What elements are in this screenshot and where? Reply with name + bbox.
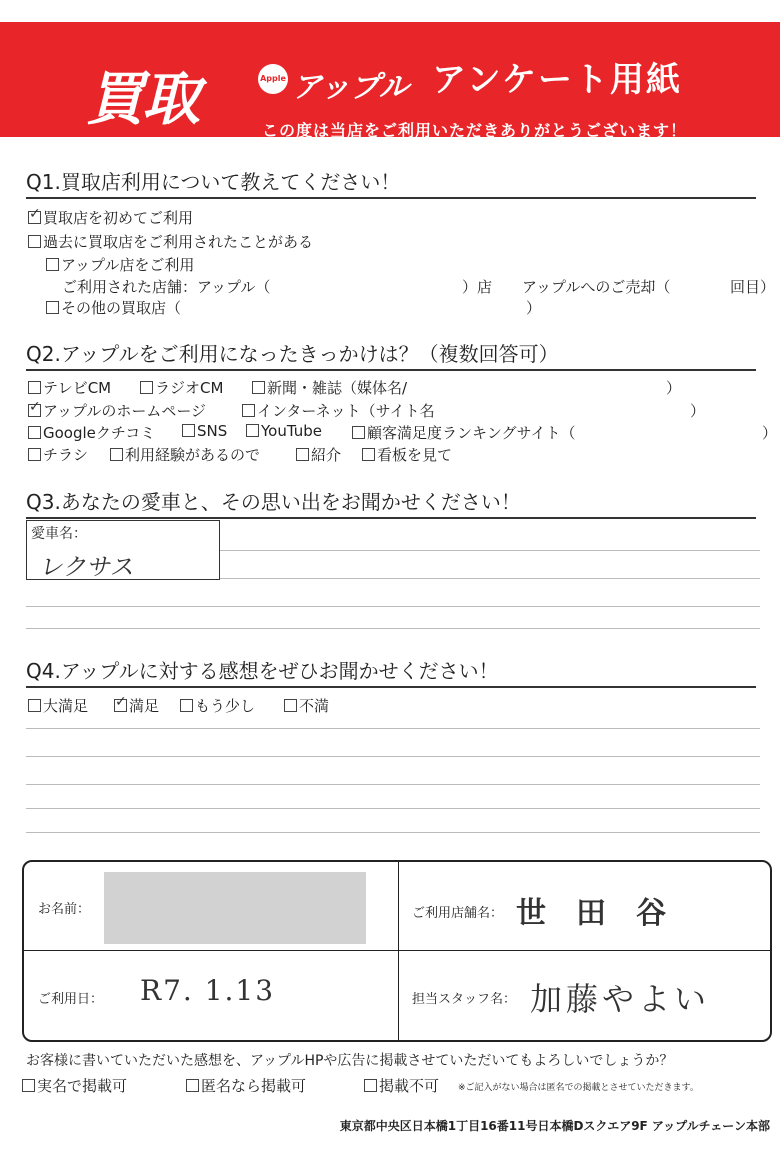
name-redaction — [104, 872, 366, 944]
q2-signboard-option[interactable]: 看板を見て — [362, 444, 452, 465]
check-icon: ✓ — [115, 694, 127, 710]
q4-bit-more-option[interactable]: もう少し — [180, 695, 255, 716]
checkbox[interactable] — [28, 699, 41, 712]
staff-label: 担当スタッフ名： — [412, 992, 517, 1007]
q3-line-2 — [220, 578, 760, 579]
checkbox[interactable] — [182, 424, 195, 437]
q2-experience-option[interactable]: 利用経験があるので — [110, 444, 260, 465]
apple-logo-icon: Apple — [258, 64, 288, 94]
consent-real-name-option[interactable]: 実名で掲載可 — [22, 1075, 127, 1096]
q4-heading: Q4.アップルに対する感想をぜひお聞かせください！ — [26, 655, 756, 688]
consent-note: ※ご記入がない場合は匿名での掲載とさせていただきます。 — [458, 1083, 699, 1093]
page-title: アンケート用紙 — [432, 60, 682, 100]
q2-youtube-option[interactable]: YouTube — [246, 422, 322, 440]
q4-line-3 — [26, 784, 760, 785]
info-divider-h — [24, 950, 770, 951]
car-name-box[interactable] — [26, 520, 220, 580]
q2-ranking-option[interactable]: 顧客満足度ランキングサイト（ — [352, 422, 576, 443]
q1-first-option[interactable]: ✓ 買取店を初めてご利用 — [29, 206, 194, 227]
checkbox[interactable] — [28, 426, 41, 439]
q1-sale-count-label: アップルへのご売却（ — [522, 278, 671, 296]
q2-referral-option[interactable]: 紹介 — [296, 444, 341, 465]
q2-news-close: ） — [666, 379, 682, 397]
checkbox-checked[interactable] — [28, 399, 41, 417]
q4-line-4 — [26, 808, 760, 809]
checkbox[interactable] — [352, 426, 365, 439]
q3-line-4 — [26, 628, 760, 629]
q1-store-suffix: ）店 — [462, 278, 493, 296]
header-banner — [0, 22, 780, 140]
checkbox[interactable] — [46, 301, 59, 314]
checkbox[interactable] — [284, 699, 297, 712]
q2-flyer-option[interactable]: チラシ — [28, 444, 88, 465]
q1-heading: Q1.買取店利用について教えてください！ — [26, 166, 756, 199]
q3-line-3 — [26, 606, 760, 607]
car-name-value: レクサス — [38, 553, 138, 581]
q2-homepage-option[interactable]: ✓ アップルのホームページ — [29, 399, 207, 420]
checkbox[interactable] — [242, 404, 255, 417]
footer-address: 東京都中央区日本橋1丁目16番11号日本橋Dスクエア9F アップルチェーン本部 — [339, 1119, 770, 1133]
car-name-label: 愛車名： — [31, 526, 87, 542]
checkbox[interactable] — [110, 448, 123, 461]
q2-ranking-close: ） — [762, 424, 778, 442]
check-icon: ✓ — [29, 399, 41, 415]
info-divider-v — [398, 862, 399, 1040]
store-label: ご利用店舗名： — [412, 906, 504, 921]
checkbox[interactable] — [46, 258, 59, 271]
q4-dissatisfied-option[interactable]: 不満 — [284, 695, 329, 716]
consent-anonymous-option[interactable]: 匿名なら掲載可 — [186, 1075, 306, 1096]
checkbox[interactable] — [362, 448, 375, 461]
checkbox-checked[interactable] — [28, 206, 41, 224]
q2-sns-option[interactable]: SNS — [182, 422, 227, 440]
date-label: ご利用日： — [38, 992, 104, 1007]
checkbox[interactable] — [246, 424, 259, 437]
checkbox[interactable] — [296, 448, 309, 461]
q1-other-close: ） — [526, 299, 542, 317]
checkbox[interactable] — [28, 235, 41, 248]
q4-satisfied-option[interactable]: ✓ 満足 — [115, 694, 160, 715]
q2-tv-option[interactable]: テレビCM — [28, 377, 111, 398]
q2-heading: Q2.アップルをご利用になったきっかけは？（複数回答可） — [26, 338, 756, 371]
q2-news-option[interactable]: 新聞・雑誌（媒体名/ — [252, 377, 407, 398]
q1-store-label: ご利用された店舗：アップル（ — [62, 278, 271, 296]
q2-internet-option[interactable]: インターネット（サイト名 — [242, 400, 435, 421]
q3-line-1 — [220, 550, 760, 551]
brand-kaitori: 買取 — [86, 65, 199, 133]
checkbox[interactable] — [252, 381, 265, 394]
q4-line-1 — [26, 728, 760, 729]
q4-line-5 — [26, 832, 760, 833]
name-label: お名前： — [38, 902, 91, 917]
checkbox-checked[interactable] — [114, 694, 127, 712]
q1-times-label: 回目） — [730, 278, 776, 296]
checkbox[interactable] — [140, 381, 153, 394]
checkbox[interactable] — [22, 1079, 35, 1092]
date-value: R7. 1.13 — [140, 974, 276, 1007]
checkbox[interactable] — [28, 381, 41, 394]
q1-other-option[interactable]: その他の買取店（ — [46, 297, 181, 318]
q3-heading: Q3.あなたの愛車と、その思い出をお聞かせください！ — [26, 486, 756, 519]
checkbox[interactable] — [364, 1079, 377, 1092]
consent-question: お客様に書いていただいた感想を、アップルHPや広告に掲載させていただいてもよろしいでしょうか？ — [26, 1053, 674, 1069]
consent-no-option[interactable]: 掲載不可 — [364, 1075, 439, 1096]
q4-very-satisfied-option[interactable]: 大満足 — [28, 695, 88, 716]
q2-radio-option[interactable]: ラジオCM — [140, 377, 223, 398]
checkbox[interactable] — [186, 1079, 199, 1092]
q4-line-2 — [26, 756, 760, 757]
check-icon: ✓ — [29, 206, 41, 222]
store-value: 世 田 谷 — [516, 896, 666, 931]
checkbox[interactable] — [180, 699, 193, 712]
checkbox[interactable] — [28, 448, 41, 461]
page-subtitle: この度は当店をご利用いただきありがとうございます！ — [262, 121, 688, 140]
staff-value: 加藤やよい — [530, 980, 711, 1018]
q2-google-option[interactable]: Googleクチコミ — [28, 422, 155, 443]
brand-apple: アップル — [292, 70, 409, 105]
q1-apple-option[interactable]: アップル店をご利用 — [46, 254, 194, 275]
q2-internet-close: ） — [690, 402, 706, 420]
q1-past-option[interactable]: 過去に買取店をご利用されたことがある — [28, 231, 313, 252]
